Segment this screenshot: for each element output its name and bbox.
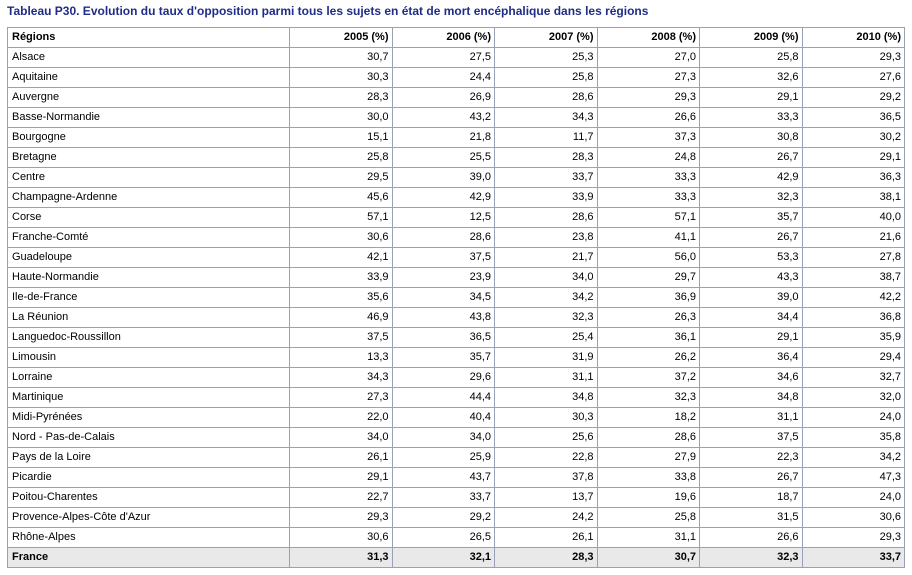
value-2007-cell: 25,6 [495,428,598,448]
value-2008-cell: 56,0 [597,248,700,268]
value-2005-cell: 30,6 [290,228,393,248]
value-2007-cell: 31,9 [495,348,598,368]
value-2008-cell: 27,3 [597,68,700,88]
column-header-2006: 2006 (%) [392,28,495,48]
value-2009-cell: 34,8 [700,388,803,408]
table-row [8,288,905,308]
value-2008-cell: 27,9 [597,448,700,468]
value-2008-cell: 30,7 [597,548,700,568]
value-2007-cell: 13,7 [495,488,598,508]
value-2006-cell: 43,2 [392,108,495,128]
region-cell: Centre [8,168,290,188]
value-2008-cell: 31,1 [597,528,700,548]
value-2006-cell: 37,5 [392,248,495,268]
value-2007-cell: 31,1 [495,368,598,388]
value-2005-cell: 29,5 [290,168,393,188]
region-cell: Limousin [8,348,290,368]
value-2005-cell: 34,0 [290,428,393,448]
column-header-regions: Régions [8,28,290,48]
region-cell: Midi-Pyrénées [8,408,290,428]
value-2006-cell: 29,2 [392,508,495,528]
region-cell: Bretagne [8,148,290,168]
value-2007-cell: 37,8 [495,468,598,488]
value-2006-cell: 21,8 [392,128,495,148]
column-header-2008: 2008 (%) [597,28,700,48]
value-2009-cell: 26,7 [700,468,803,488]
value-2009-cell: 32,6 [700,68,803,88]
value-2007-cell: 28,6 [495,208,598,228]
value-2010-cell: 24,0 [802,488,905,508]
value-2008-cell: 29,3 [597,88,700,108]
value-2006-cell: 42,9 [392,188,495,208]
value-2005-cell: 29,3 [290,508,393,528]
region-cell: Pays de la Loire [8,448,290,468]
value-2007-cell: 26,1 [495,528,598,548]
value-2008-cell: 26,3 [597,308,700,328]
table-row [8,348,905,368]
region-cell: Poitou-Charentes [8,488,290,508]
region-cell: Champagne-Ardenne [8,188,290,208]
value-2009-cell: 26,7 [700,228,803,248]
value-2006-cell: 29,6 [392,368,495,388]
region-cell: Ile-de-France [8,288,290,308]
value-2006-cell: 34,5 [392,288,495,308]
value-2007-cell: 28,3 [495,548,598,568]
value-2007-cell: 30,3 [495,408,598,428]
value-2005-cell: 22,0 [290,408,393,428]
value-2008-cell: 19,6 [597,488,700,508]
table-row [8,528,905,548]
region-cell: Picardie [8,468,290,488]
value-2006-cell: 36,5 [392,328,495,348]
column-header-2007: 2007 (%) [495,28,598,48]
value-2010-cell: 29,2 [802,88,905,108]
value-2010-cell: 30,2 [802,128,905,148]
value-2010-cell: 24,0 [802,408,905,428]
region-cell: Lorraine [8,368,290,388]
value-2008-cell: 26,2 [597,348,700,368]
value-2007-cell: 21,7 [495,248,598,268]
value-2006-cell: 35,7 [392,348,495,368]
value-2006-cell: 43,7 [392,468,495,488]
value-2006-cell: 25,5 [392,148,495,168]
value-2006-cell: 26,5 [392,528,495,548]
value-2005-cell: 30,0 [290,108,393,128]
value-2008-cell: 27,0 [597,48,700,68]
value-2007-cell: 28,6 [495,88,598,108]
value-2005-cell: 26,1 [290,448,393,468]
value-2010-cell: 36,5 [802,108,905,128]
value-2007-cell: 28,3 [495,148,598,168]
table-title: Tableau P30. Evolution du taux d'opposition parmi tous les sujets en état de mort encéphalique dans les régions [7,4,649,18]
value-2006-cell: 32,1 [392,548,495,568]
value-2010-cell: 40,0 [802,208,905,228]
value-2007-cell: 34,8 [495,388,598,408]
value-2010-cell: 35,8 [802,428,905,448]
value-2006-cell: 39,0 [392,168,495,188]
table-row [8,308,905,328]
value-2009-cell: 26,6 [700,528,803,548]
value-2006-cell: 23,9 [392,268,495,288]
total-row [8,548,905,568]
value-2008-cell: 33,8 [597,468,700,488]
value-2007-cell: 24,2 [495,508,598,528]
value-2010-cell: 33,7 [802,548,905,568]
data-table [7,27,905,568]
value-2005-cell: 27,3 [290,388,393,408]
value-2005-cell: 13,3 [290,348,393,368]
value-2009-cell: 22,3 [700,448,803,468]
value-2009-cell: 18,7 [700,488,803,508]
value-2007-cell: 25,4 [495,328,598,348]
table-row [8,188,905,208]
region-cell: Languedoc-Roussillon [8,328,290,348]
region-cell: Guadeloupe [8,248,290,268]
value-2010-cell: 21,6 [802,228,905,248]
value-2009-cell: 33,3 [700,108,803,128]
value-2010-cell: 30,6 [802,508,905,528]
table-row [8,508,905,528]
value-2005-cell: 45,6 [290,188,393,208]
value-2008-cell: 32,3 [597,388,700,408]
table-row [8,408,905,428]
value-2008-cell: 33,3 [597,188,700,208]
value-2007-cell: 23,8 [495,228,598,248]
region-cell: Aquitaine [8,68,290,88]
table-row [8,428,905,448]
value-2009-cell: 42,9 [700,168,803,188]
value-2005-cell: 22,7 [290,488,393,508]
region-cell: Provence-Alpes-Côte d'Azur [8,508,290,528]
value-2008-cell: 36,9 [597,288,700,308]
value-2008-cell: 18,2 [597,408,700,428]
value-2010-cell: 42,2 [802,288,905,308]
value-2006-cell: 12,5 [392,208,495,228]
table-row [8,68,905,88]
value-2005-cell: 57,1 [290,208,393,228]
value-2005-cell: 25,8 [290,148,393,168]
value-2006-cell: 26,9 [392,88,495,108]
value-2009-cell: 30,8 [700,128,803,148]
table-row [8,208,905,228]
region-cell: Rhône-Alpes [8,528,290,548]
value-2006-cell: 24,4 [392,68,495,88]
value-2006-cell: 40,4 [392,408,495,428]
value-2008-cell: 57,1 [597,208,700,228]
table-row [8,88,905,108]
table-row [8,448,905,468]
value-2009-cell: 36,4 [700,348,803,368]
value-2007-cell: 33,9 [495,188,598,208]
value-2005-cell: 42,1 [290,248,393,268]
table-row [8,48,905,68]
value-2008-cell: 36,1 [597,328,700,348]
value-2006-cell: 27,5 [392,48,495,68]
value-2009-cell: 31,5 [700,508,803,528]
value-2010-cell: 29,3 [802,528,905,548]
table-row [8,468,905,488]
value-2009-cell: 29,1 [700,328,803,348]
value-2010-cell: 35,9 [802,328,905,348]
region-cell: La Réunion [8,308,290,328]
value-2005-cell: 35,6 [290,288,393,308]
value-2006-cell: 25,9 [392,448,495,468]
value-2005-cell: 30,3 [290,68,393,88]
table-row [8,328,905,348]
value-2007-cell: 25,3 [495,48,598,68]
value-2009-cell: 34,6 [700,368,803,388]
value-2010-cell: 29,1 [802,148,905,168]
value-2009-cell: 37,5 [700,428,803,448]
table-body [8,48,905,568]
value-2010-cell: 29,3 [802,48,905,68]
value-2007-cell: 33,7 [495,168,598,188]
value-2009-cell: 26,7 [700,148,803,168]
region-cell: Bourgogne [8,128,290,148]
table-row [8,168,905,188]
value-2009-cell: 35,7 [700,208,803,228]
table-row [8,388,905,408]
value-2007-cell: 34,2 [495,288,598,308]
region-cell: Nord - Pas-de-Calais [8,428,290,448]
table-row [8,368,905,388]
value-2006-cell: 33,7 [392,488,495,508]
value-2009-cell: 29,1 [700,88,803,108]
value-2008-cell: 37,2 [597,368,700,388]
value-2009-cell: 53,3 [700,248,803,268]
value-2006-cell: 43,8 [392,308,495,328]
value-2010-cell: 32,0 [802,388,905,408]
value-2005-cell: 31,3 [290,548,393,568]
region-cell: Haute-Normandie [8,268,290,288]
value-2009-cell: 32,3 [700,188,803,208]
region-cell: Martinique [8,388,290,408]
column-header-2005: 2005 (%) [290,28,393,48]
value-2009-cell: 31,1 [700,408,803,428]
table-row [8,488,905,508]
value-2010-cell: 38,7 [802,268,905,288]
value-2006-cell: 28,6 [392,228,495,248]
value-2008-cell: 26,6 [597,108,700,128]
value-2010-cell: 34,2 [802,448,905,468]
value-2008-cell: 41,1 [597,228,700,248]
table-row [8,248,905,268]
value-2007-cell: 22,8 [495,448,598,468]
value-2008-cell: 25,8 [597,508,700,528]
value-2006-cell: 44,4 [392,388,495,408]
value-2007-cell: 11,7 [495,128,598,148]
value-2010-cell: 27,8 [802,248,905,268]
value-2010-cell: 36,3 [802,168,905,188]
table-header-row [8,28,905,48]
value-2009-cell: 34,4 [700,308,803,328]
value-2005-cell: 30,6 [290,528,393,548]
value-2007-cell: 34,3 [495,108,598,128]
value-2009-cell: 32,3 [700,548,803,568]
region-cell: Alsace [8,48,290,68]
value-2008-cell: 24,8 [597,148,700,168]
value-2008-cell: 37,3 [597,128,700,148]
value-2005-cell: 30,7 [290,48,393,68]
table-row [8,128,905,148]
value-2005-cell: 28,3 [290,88,393,108]
value-2010-cell: 29,4 [802,348,905,368]
column-header-2009: 2009 (%) [700,28,803,48]
region-cell: Franche-Comté [8,228,290,248]
value-2008-cell: 33,3 [597,168,700,188]
value-2007-cell: 32,3 [495,308,598,328]
value-2008-cell: 29,7 [597,268,700,288]
column-header-2010: 2010 (%) [802,28,905,48]
region-cell: Basse-Normandie [8,108,290,128]
value-2010-cell: 27,6 [802,68,905,88]
value-2005-cell: 29,1 [290,468,393,488]
value-2008-cell: 28,6 [597,428,700,448]
value-2009-cell: 39,0 [700,288,803,308]
table-row [8,228,905,248]
table-row [8,268,905,288]
value-2006-cell: 34,0 [392,428,495,448]
table-row [8,108,905,128]
value-2005-cell: 33,9 [290,268,393,288]
value-2005-cell: 34,3 [290,368,393,388]
value-2010-cell: 47,3 [802,468,905,488]
value-2010-cell: 32,7 [802,368,905,388]
table-row [8,148,905,168]
region-cell: France [8,548,290,568]
value-2005-cell: 46,9 [290,308,393,328]
value-2007-cell: 34,0 [495,268,598,288]
value-2005-cell: 15,1 [290,128,393,148]
value-2009-cell: 25,8 [700,48,803,68]
value-2009-cell: 43,3 [700,268,803,288]
region-cell: Corse [8,208,290,228]
value-2007-cell: 25,8 [495,68,598,88]
value-2010-cell: 36,8 [802,308,905,328]
value-2005-cell: 37,5 [290,328,393,348]
value-2010-cell: 38,1 [802,188,905,208]
region-cell: Auvergne [8,88,290,108]
